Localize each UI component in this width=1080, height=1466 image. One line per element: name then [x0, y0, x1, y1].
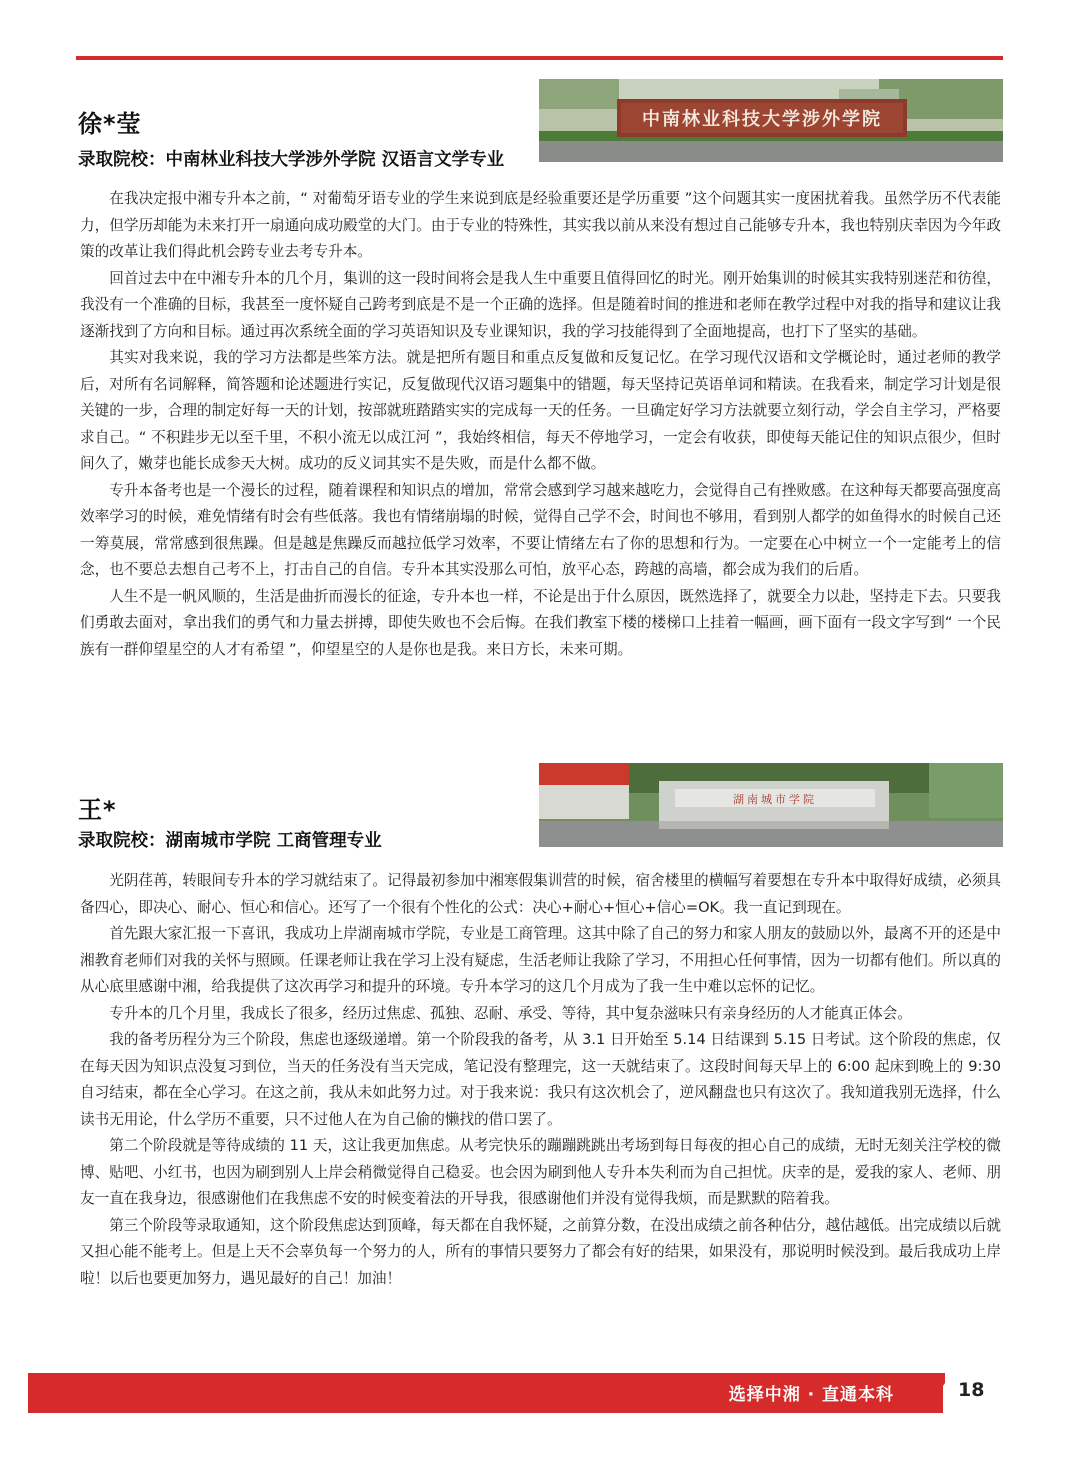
- story-paragraph: 首先跟大家汇报一下喜讯，我成功上岸湖南城市学院，专业是工商管理。这其中除了自己的努力和家人朋友的鼓励以外，最离不开的还是中湘教育老师们对我的关怀与照顾。任课老师让我在学习上没有疑虑，生活老师让我除了学习，不用担心任何事情，因为一切都有他们。所以真的从心底里感谢中湘，给我提供了这次再学习和提升的环境。专升本学习的这几个月成为了我一生中难以忘怀的记忆。: [80, 925, 1001, 995]
- student-story: [80, 868, 1001, 1292]
- story-paragraph: 第二个阶段就是等待成绩的 11 天，这让我更加焦虑。从考完快乐的蹦蹦跳跳出考场到每日每夜的担心自己的成绩，无时无刻关注学校的微博、贴吧、小红书，也因为刷到别人上岸会稍微觉得自己稳妥。也会因为刷到他人专升本失利而为自己担忧。庆幸的是，爱我的家人、老师、朋友一直在我身边，很感谢他们在我焦虑不安的时候变着法的开导我，很感谢他们并没有觉得我烦，而是默默的陪着我。: [80, 1137, 1001, 1207]
- gate-sign-text: 湖南城市学院: [733, 793, 817, 806]
- admission-school: 录取院校：中南林业科技大学涉外学院 汉语言文学专业: [78, 150, 505, 170]
- top-divider: [76, 56, 1003, 60]
- page-number: 18: [958, 1379, 985, 1401]
- story-paragraph: 回首过去中在中湘专升本的几个月，集训的这一段时间将会是我人生中重要且值得回忆的时光。刚开始集训的时候其实我特别迷茫和彷徨，我没有一个准确的目标，我甚至一度怀疑自己跨考到底是不是一个正确的选择。但是随着时间的推进和老师在教学过程中对我的指导和建议让我逐渐找到了方向和目标。通过再次系统全面的学习英语知识及专业课知识，我的学习技能得到了全面地提高，也打下了坚实的基础。: [80, 269, 1001, 340]
- campus-gate-photo: [539, 79, 1003, 162]
- footer-slogan: 选择中湘 · 直通本科: [728, 1385, 894, 1405]
- story-paragraph: 人生不是一帆风顺的，生活是曲折而漫长的征途，专升本也一样，不论是出于什么原因，既然选择了，就要全力以赴，坚持走下去。只要我们勇敢去面对，拿出我们的勇气和力量去拼搏，即使失败也不会后悔。在我们教室下楼的楼梯口上挂着一幅画，画下面有一段文字写到“ 一个民族有一群仰望星空的人才有希望 ”，仰望星空的人是你也是我。来日方长，未来可期。: [80, 587, 1001, 658]
- story-paragraph: 专升本的几个月里，我成长了很多，经历过焦虑、孤独、忍耐、承受、等待，其中复杂滋味只有亲身经历的人才能真正体会。: [109, 1004, 912, 1022]
- student-name: 徐*莹: [78, 110, 142, 138]
- admission-school: 录取院校：湖南城市学院 工商管理专业: [78, 831, 382, 851]
- gate-sign-text: 中南林业科技大学涉外学院: [642, 109, 882, 130]
- student-story: [80, 186, 1001, 663]
- story-paragraph: 专升本备考也是一个漫长的过程，随着课程和知识点的增加，常常会感到学习越来越吃力，会觉得自己有挫败感。在这种每天都要高强度高效率学习的时候，难免情绪有时会有些低落。我也有情绪崩塌的时候，觉得自己学不会，时间也不够用，看到别人都学的如鱼得水的时候自己还一筹莫展，常常感到很焦躁。但是越是焦躁反而越拉低学习效率，不要让情绪左右了你的思想和行为。一定要在心中树立一个一定能考上的信念，也不要总去想自己考不上，打击自己的自信。专升本其实没那么可怕，放平心态，跨越的高墙，都会成为我们的后盾。: [80, 481, 1001, 578]
- story-paragraph: 其实对我来说，我的学习方法都是些笨方法。就是把所有题目和重点反复做和反复记忆。在学习现代汉语和文学概论时，通过老师的教学后，对所有名词解释，简答题和论述题进行实记，反复做现代汉语习题集中的错题，每天坚持记英语单词和精读。在我看来，制定学习计划是很关键的一步，合理的制定好每一天的计划，按部就班踏踏实实的完成每一天的任务。一旦确定好学习方法就要立刻行动，学会自主学习，严格要求自己。“ 不积跬步无以至千里，不积小流无以成江河 ”，我始终相信，每天不停地学习，一定会有收获，即使每天能记住的知识点很少，但时间久了，嫩芽也能长成参天大树。成功的反义词其实不是失败，而是什么都不做。: [80, 349, 1001, 472]
- story-paragraph: 在我决定报中湘专升本之前，“ 对葡萄牙语专业的学生来说到底是经验重要还是学历重要 ”这个问题其实一度困扰着我。虽然学历不代表能力，但学历却能为未来打开一扇通向成功殿堂的大门。由于专业的特殊性，其实我以前从来没有想过自己能够专升本，我也特别庆幸因为今年政策的改革让我们得此机会跨专业去考专升本。: [80, 190, 1001, 260]
- story-paragraph: 我的备考历程分为三个阶段，焦虑也逐级递增。第一个阶段我的备考，从 3.1 日开始至 5.14 日结课到 5.15 日考试。这个阶段的焦虑，仅在每天因为知识点没复习到位，当天的任务没有当天完成，笔记没有整理完，这一天就结束了。这段时间每天早上的 6:00 起床到晚上的 9:30 自习结束，都在全心学习。在这之前，我从未如此努力过。对于我来说：我只有这次机会了，逆风翻盘也只有这次了。我知道我别无选择，什么读书无用论，什么学历不重要，只不过他人在为自己偷的懒找的借口罢了。: [80, 1031, 1001, 1128]
- student-name: 王*: [78, 796, 117, 824]
- campus-gate-photo: [539, 763, 1003, 847]
- story-paragraph: 光阴荏苒，转眼间专升本的学习就结束了。记得最初参加中湘寒假集训营的时候，宿舍楼里的横幅写着要想在专升本中取得好成绩，必须具备四心，即决心、耐心、恒心和信心。还写了一个很有个性化的公式：决心+耐心+恒心+信心=OK。我一直记到现在。: [80, 872, 1001, 916]
- story-paragraph: 第三个阶段等录取通知，这个阶段焦虑达到顶峰，每天都在自我怀疑，之前算分数，在没出成绩之前各种估分，越估越低。出完成绩以后就又担心能不能考上。但是上天不会辜负每一个努力的人，所有的事情只要努力了都会有好的结果，如果没有，那说明时候没到。最后我成功上岸啦！以后也要更加努力，遇见最好的自己！加油！: [80, 1216, 1001, 1287]
